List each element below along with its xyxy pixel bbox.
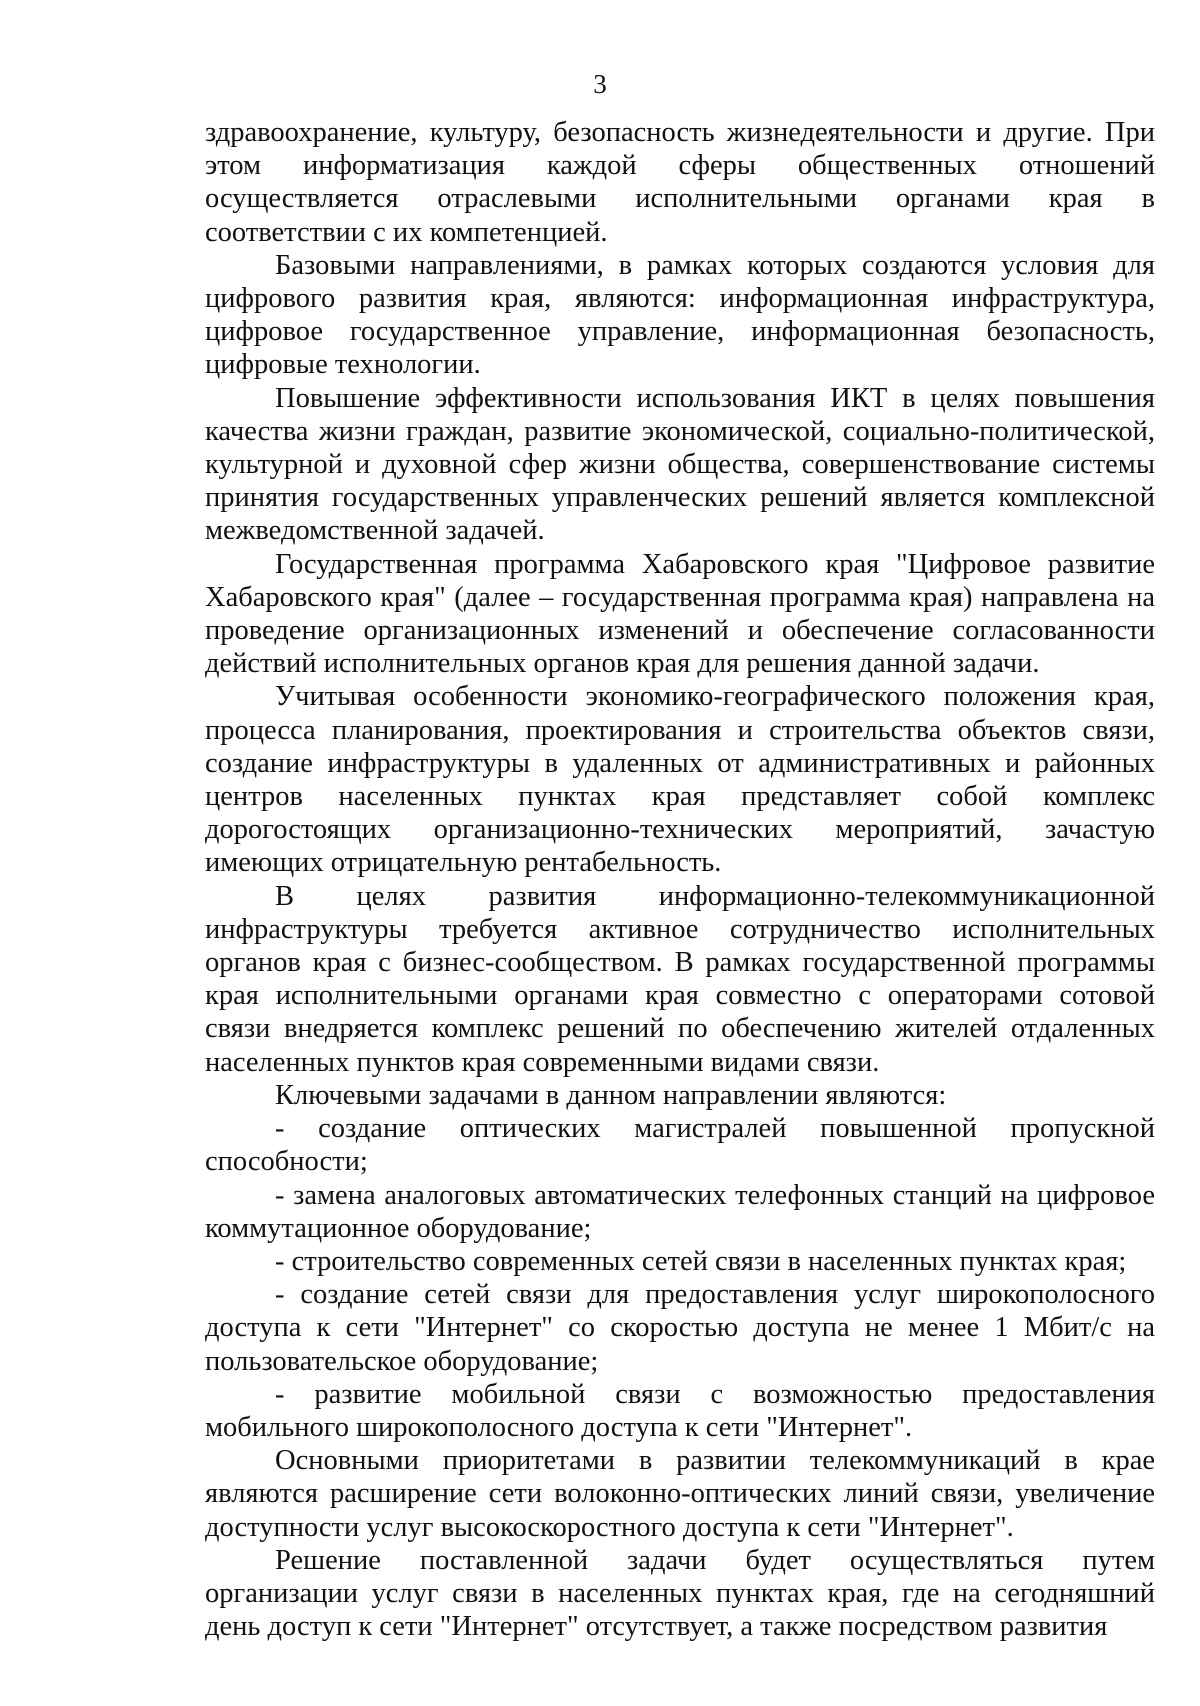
paragraph: Повышение эффективности использования ИКТ в целях повышения качества жизни граждан, развитие экономической, социально-политической, культурной и духовной сфер жизни общества, совершенствование системы принятия государственных управленческих решений является комплексной межведомственной задачей. <box>205 382 1155 547</box>
list-item: - развитие мобильной связи с возможностью предоставления мобильного широкополосного доступа к сети "Интернет". <box>205 1378 1155 1443</box>
paragraph: В целях развития информационно-телекоммуникационной инфраструктуры требуется активное сотрудничество исполнительных органов края с бизнес-сообществом. В рамках государственной программы края исполнительными органами края совместно с операторами сотовой связи внедряется комплекс решений по обеспечению жителей отдаленных населенных пунктов края современными видами связи. <box>205 880 1155 1078</box>
list-item: - замена аналоговых автоматических телефонных станций на цифровое коммутационное оборудование; <box>205 1179 1155 1244</box>
list-item: - строительство современных сетей связи в населенных пунктах края; <box>275 1245 1127 1277</box>
paragraph: Основными приоритетами в развитии телекоммуникаций в крае являются расширение сети волоконно-оптических линий связи, увеличение доступности услуг высокоскоростного доступа к сети "Интернет". <box>205 1445 1155 1543</box>
list-item: - создание сетей связи для предоставления услуг широкополосного доступа к сети "Интернет" со скоростью доступа не менее 1 Мбит/с на пользовательское оборудование; <box>205 1279 1155 1377</box>
paragraph: Базовыми направлениями, в рамках которых создаются условия для цифрового развития края, являются: информационная инфраструктура, цифровое государственное управление, информационная безопасность, цифровые технологии. <box>205 249 1155 381</box>
paragraph: Учитывая особенности экономико-географического положения края, процесса планирования, проектирования и строительства объектов связи, создание инфраструктуры в удаленных от административных и районных центров населенных пунктах края представляет собой комплекс дорогостоящих организационно-технических мероприятий, зачастую имеющих отрицательную рентабельность. <box>205 681 1155 879</box>
page-number: 3 <box>593 69 607 99</box>
paragraph: Решение поставленной задачи будет осуществляться путем организации услуг связи в населенных пунктах края, где на сегодняшний день доступ к сети "Интернет" отсутствует, а также посредством развития <box>205 1544 1155 1643</box>
paragraph: Ключевыми задачами в данном направлении являются: <box>275 1079 947 1111</box>
paragraph-continuation: здравоохранение, культуру, безопасность жизнедеятельности и другие. При этом информатизация каждой сферы общественных отношений осуществляется отраслевыми исполнительными органами края в соответствии с их компетенцией. <box>205 117 1155 248</box>
list-item: - создание оптических магистралей повышенной пропускной способности; <box>205 1113 1155 1178</box>
document-body <box>205 116 1155 1643</box>
paragraph: Государственная программа Хабаровского края "Цифровое развитие Хабаровского края" (далее – государственная программа края) направлена на проведение организационных изменений и обеспечение согласованности действий исполнительных органов края для решения данной задачи. <box>205 548 1155 680</box>
